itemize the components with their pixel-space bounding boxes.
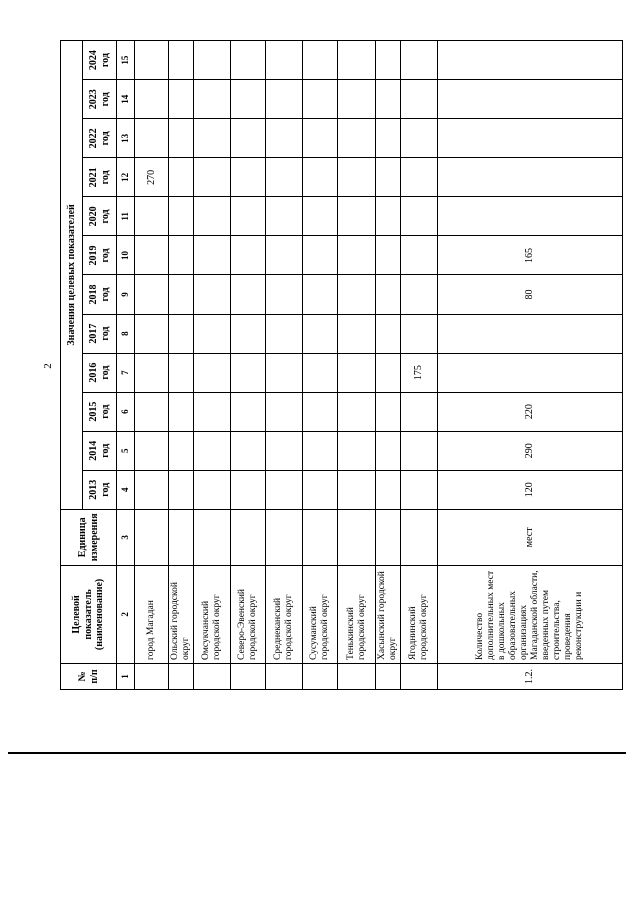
value-cell	[266, 470, 303, 509]
value-cell	[401, 80, 438, 119]
value-cell	[135, 119, 169, 158]
column-index: 2	[117, 565, 135, 663]
page-number: 2	[42, 363, 54, 369]
header-year: 2015 год	[83, 392, 117, 431]
value-cell	[194, 236, 231, 275]
value-cell	[438, 353, 623, 392]
row-unit	[194, 509, 231, 565]
row-indicator-name: Северо-Эвенский городской округ	[231, 565, 266, 663]
value-cell	[135, 41, 169, 80]
row-num	[231, 663, 266, 689]
row-num	[194, 663, 231, 689]
value-cell	[303, 197, 338, 236]
header-year: 2021 год	[83, 158, 117, 197]
value-cell	[231, 80, 266, 119]
value-cell	[194, 353, 231, 392]
bottom-rule	[8, 752, 626, 754]
target-indicators-table	[60, 40, 623, 690]
column-index: 3	[117, 509, 135, 565]
value-cell	[338, 80, 376, 119]
value-cell	[438, 314, 623, 353]
table-row	[401, 41, 438, 690]
value-cell	[169, 470, 194, 509]
row-indicator-name: Количество дополнительных мест в дошкольных образовательных организациях Магаданской области, введенных путем строительства, проведения реконструкции и	[438, 565, 623, 663]
header-year: 2018 год	[83, 275, 117, 314]
column-index: 12	[117, 158, 135, 197]
column-index: 1	[117, 663, 135, 689]
header-unit: Единица измерения	[61, 509, 117, 565]
header-year: 2017 год	[83, 314, 117, 353]
header-year: 2022 год	[83, 119, 117, 158]
header-year: 2024 год	[83, 41, 117, 80]
value-cell	[231, 431, 266, 470]
value-cell	[338, 41, 376, 80]
value-cell	[266, 236, 303, 275]
value-cell	[135, 314, 169, 353]
value-cell	[266, 80, 303, 119]
value-cell	[338, 158, 376, 197]
value-cell	[338, 275, 376, 314]
column-index: 5	[117, 431, 135, 470]
row-unit	[376, 509, 401, 565]
value-cell	[231, 314, 266, 353]
value-cell	[401, 236, 438, 275]
value-cell	[169, 41, 194, 80]
value-cell	[194, 470, 231, 509]
header-year: 2013 год	[83, 470, 117, 509]
row-indicator-name: Среднеканский городской округ	[266, 565, 303, 663]
value-cell	[169, 197, 194, 236]
value-cell	[231, 119, 266, 158]
row-unit	[169, 509, 194, 565]
value-cell	[303, 41, 338, 80]
value-cell	[401, 392, 438, 431]
value-cell	[194, 275, 231, 314]
value-cell: 80	[438, 275, 623, 314]
table-row	[438, 41, 623, 690]
header-values-group: Значения целевых показателей	[61, 41, 83, 510]
value-cell	[135, 353, 169, 392]
table-row	[194, 41, 231, 690]
value-cell	[266, 392, 303, 431]
value-cell	[401, 158, 438, 197]
value-cell	[376, 158, 401, 197]
value-cell	[401, 119, 438, 158]
value-cell	[338, 470, 376, 509]
column-index: 13	[117, 119, 135, 158]
column-index: 11	[117, 197, 135, 236]
row-indicator-name: Омсукчанский городской округ	[194, 565, 231, 663]
value-cell	[169, 236, 194, 275]
value-cell	[303, 275, 338, 314]
value-cell	[338, 119, 376, 158]
value-cell	[135, 470, 169, 509]
row-unit: мест	[438, 509, 623, 565]
value-cell	[376, 353, 401, 392]
row-num	[338, 663, 376, 689]
row-unit	[303, 509, 338, 565]
value-cell	[194, 41, 231, 80]
row-indicator-name: Тенькинский городской округ	[338, 565, 376, 663]
value-cell	[338, 314, 376, 353]
value-cell	[303, 158, 338, 197]
value-cell	[401, 197, 438, 236]
value-cell	[231, 353, 266, 392]
table-row	[376, 41, 401, 690]
value-cell	[303, 236, 338, 275]
row-unit	[401, 509, 438, 565]
value-cell	[266, 197, 303, 236]
row-num	[169, 663, 194, 689]
value-cell	[266, 275, 303, 314]
value-cell	[169, 353, 194, 392]
value-cell	[231, 392, 266, 431]
column-index: 6	[117, 392, 135, 431]
value-cell	[266, 431, 303, 470]
value-cell	[169, 275, 194, 314]
value-cell	[401, 470, 438, 509]
row-num	[401, 663, 438, 689]
value-cell	[338, 392, 376, 431]
row-unit	[266, 509, 303, 565]
value-cell	[231, 41, 266, 80]
value-cell	[231, 236, 266, 275]
table-row	[338, 41, 376, 690]
value-cell	[169, 80, 194, 119]
value-cell	[231, 470, 266, 509]
header-year: 2016 год	[83, 353, 117, 392]
row-indicator-name: Сусуманский городской округ	[303, 565, 338, 663]
value-cell	[376, 314, 401, 353]
row-num	[376, 663, 401, 689]
value-cell	[194, 431, 231, 470]
value-cell	[376, 119, 401, 158]
value-cell: 220	[438, 392, 623, 431]
value-cell	[194, 392, 231, 431]
table-row	[169, 41, 194, 690]
value-cell	[376, 470, 401, 509]
value-cell	[338, 197, 376, 236]
value-cell	[303, 392, 338, 431]
table-row	[231, 41, 266, 690]
value-cell	[376, 41, 401, 80]
value-cell	[303, 353, 338, 392]
value-cell	[438, 41, 623, 80]
column-index: 9	[117, 275, 135, 314]
value-cell	[266, 353, 303, 392]
value-cell	[303, 470, 338, 509]
value-cell	[401, 275, 438, 314]
value-cell	[376, 236, 401, 275]
value-cell	[338, 236, 376, 275]
value-cell	[135, 275, 169, 314]
value-cell	[438, 158, 623, 197]
value-cell	[303, 314, 338, 353]
value-cell-magadan-2021: 270	[135, 158, 169, 197]
column-index: 7	[117, 353, 135, 392]
value-cell	[266, 314, 303, 353]
column-index: 15	[117, 41, 135, 80]
value-cell	[169, 158, 194, 197]
value-cell	[376, 80, 401, 119]
value-cell-yagodnoe-2016: 175	[401, 353, 438, 392]
value-cell	[266, 158, 303, 197]
value-cell	[266, 119, 303, 158]
value-cell	[194, 158, 231, 197]
row-indicator-name: Ольский городской округ	[169, 565, 194, 663]
value-cell	[401, 314, 438, 353]
header-year: 2020 год	[83, 197, 117, 236]
table-row	[135, 41, 169, 690]
header-indicator: Целевой показатель (наименование)	[61, 565, 117, 663]
value-cell: 165	[438, 236, 623, 275]
header-year: 2014 год	[83, 431, 117, 470]
header-num: № п/п	[61, 663, 117, 689]
column-index: 10	[117, 236, 135, 275]
value-cell	[401, 41, 438, 80]
value-cell	[169, 431, 194, 470]
value-cell	[194, 314, 231, 353]
value-cell	[303, 119, 338, 158]
value-cell	[194, 119, 231, 158]
value-cell	[376, 197, 401, 236]
column-index: 14	[117, 80, 135, 119]
value-cell	[135, 80, 169, 119]
row-indicator-name: Ягоднинский городской округ	[401, 565, 438, 663]
value-cell	[376, 392, 401, 431]
value-cell	[135, 431, 169, 470]
column-index: 4	[117, 470, 135, 509]
table-row	[303, 41, 338, 690]
row-num	[266, 663, 303, 689]
value-cell	[303, 431, 338, 470]
value-cell	[438, 197, 623, 236]
value-cell	[438, 80, 623, 119]
value-cell	[194, 197, 231, 236]
row-num	[303, 663, 338, 689]
value-cell	[376, 431, 401, 470]
row-unit	[338, 509, 376, 565]
value-cell	[135, 392, 169, 431]
value-cell	[135, 236, 169, 275]
header-year: 2023 год	[83, 80, 117, 119]
table-row	[266, 41, 303, 690]
row-num	[135, 663, 169, 689]
value-cell	[266, 41, 303, 80]
value-cell	[194, 80, 231, 119]
value-cell	[231, 197, 266, 236]
row-unit	[135, 509, 169, 565]
value-cell	[338, 431, 376, 470]
value-cell	[401, 431, 438, 470]
column-index: 8	[117, 314, 135, 353]
value-cell: 290	[438, 431, 623, 470]
value-cell	[338, 353, 376, 392]
value-cell	[169, 119, 194, 158]
row-indicator-name: город Магадан	[135, 565, 169, 663]
row-unit	[231, 509, 266, 565]
value-cell	[438, 119, 623, 158]
rotated-table-wrapper	[60, 40, 620, 690]
header-year: 2019 год	[83, 236, 117, 275]
row-indicator-name: Хасынский городской округ	[376, 565, 401, 663]
row-num: 1.2.	[438, 663, 623, 689]
value-cell	[231, 158, 266, 197]
value-cell	[231, 275, 266, 314]
value-cell	[169, 392, 194, 431]
value-cell	[169, 314, 194, 353]
value-cell	[303, 80, 338, 119]
value-cell: 120	[438, 470, 623, 509]
value-cell	[135, 197, 169, 236]
value-cell	[376, 275, 401, 314]
